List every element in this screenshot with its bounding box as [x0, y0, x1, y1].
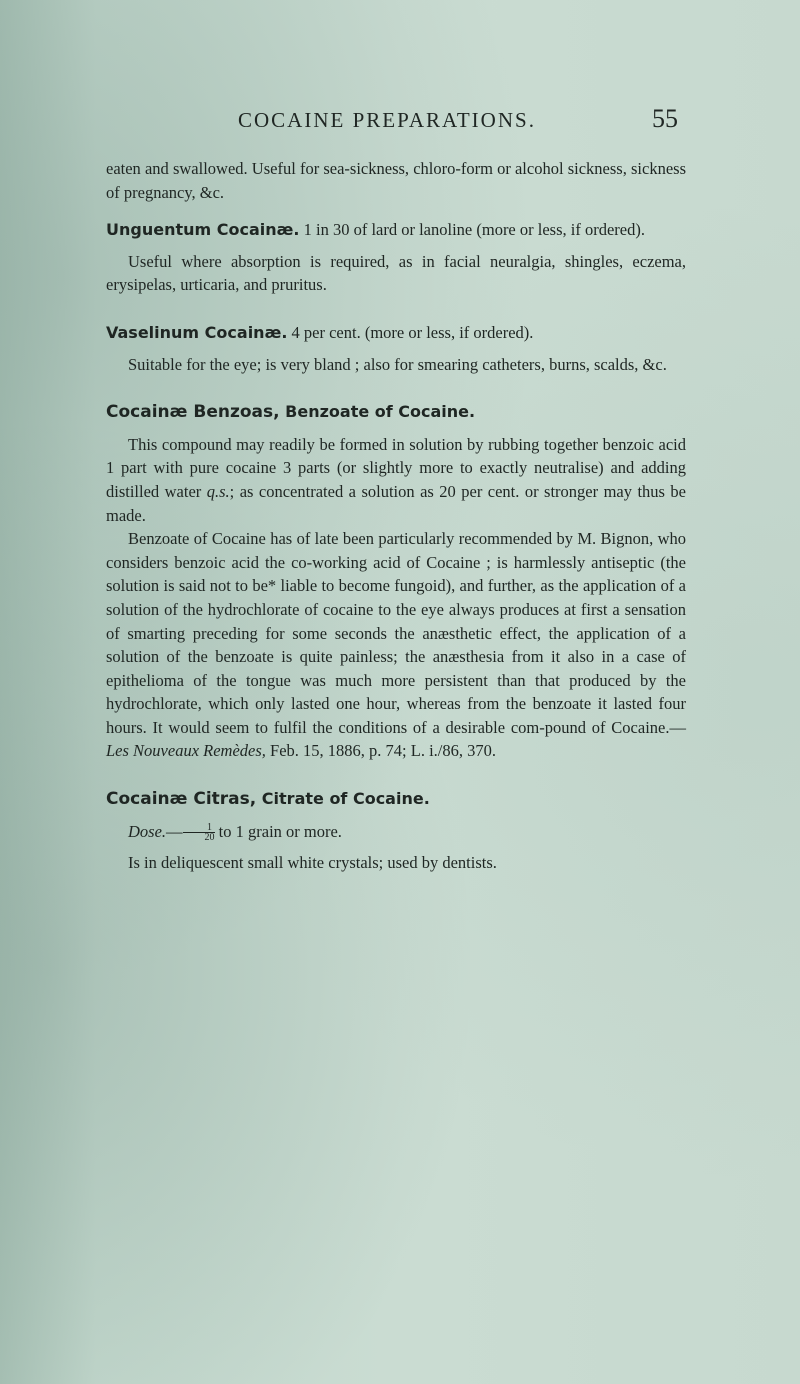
description-text: Benzoate of Cocaine has of late been particularly recommended by M. Bignon, who considers benzoic acid the co-working acid of Cocaine ; is harmlessly antiseptic (the solution is said not to be* liable to become fungoid), and further, as the application of a solution of the hydrochlorate of cocaine to the eye always produces at first a sensation of smarting preceding for some seconds the anæsthetic effect, the application of a solution of the benzoate is quite painless; the anæsthesia from it also in a case of epithelioma of the tongue was much more persistent than that produced by the hydrochlorate, which only lasted one hour, whereas from the benzoate it lasted four hours. It would seem to fulfil the conditions of a desirable com-pound of Cocaine.— [106, 529, 686, 737]
source-title: Les Nouveaux Remèdes, [106, 741, 266, 761]
quantum-sufficit: q.s. [206, 481, 230, 501]
preparation-text-end: ; as concentrated a solution as 20 per cent. or stronger may thus be made. [106, 481, 686, 525]
entry-formula: 1 in 30 of lard or lanoline (more or less, if ordered). [299, 220, 645, 240]
paragraph-continuation [106, 157, 686, 204]
entry-formula: 4 per cent. (more or less, if ordered). [287, 322, 534, 342]
running-head [238, 104, 678, 140]
dose-label: Dose. [128, 821, 167, 841]
usage-text: Suitable for the eye; is very bland ; also for smearing catheters, burns, scalds, &c. [128, 354, 667, 374]
page-number: 55 [652, 104, 678, 133]
source-citation: Feb. 15, 1886, p. 74; L. i./86, 370. [265, 741, 497, 761]
entry-benzoas-heading [106, 400, 686, 425]
entry-heading-english: Benzoate of Cocaine. [279, 402, 476, 422]
entry-heading-latin: Cocainæ Citras, [106, 789, 257, 810]
entry-heading-english: Citrate of Cocaine. [256, 789, 430, 809]
fraction-numerator: 1 [183, 823, 215, 833]
entry-unguentum [106, 218, 686, 242]
running-title: COCAINE PREPARATIONS. [238, 108, 536, 132]
description-text: Is in deliquescent small white crystals; used by dentists. [128, 853, 497, 873]
entry-usage [106, 353, 686, 377]
preparation-text: This compound may readily be formed in solution by rubbing together benzoic acid 1 part with pure cocaine 3 parts (or slightly more to exactly neutralise) and adding distilled water [106, 434, 686, 501]
citras-description [106, 851, 686, 875]
benzoas-description [106, 527, 686, 763]
entry-heading-latin: Cocainæ Benzoas, [106, 402, 280, 423]
dose-dash: — [166, 821, 183, 841]
dose-fraction [183, 823, 215, 842]
benzoas-preparation [106, 433, 686, 527]
fraction-denominator: 20 [204, 832, 215, 844]
usage-text: Useful where absorption is required, as in facial neuralgia, shingles, eczema, erysipelas, urticaria, and pruritus. [106, 251, 686, 295]
entry-heading: Vaselinum Cocainæ. [106, 322, 288, 342]
dose-text: to 1 grain or more. [214, 821, 342, 841]
citras-dose [106, 820, 686, 844]
body-text [106, 157, 686, 875]
paragraph-text: eaten and swallowed. Useful for sea-sickness, chloro-form or alcohol sickness, sickness of pregnancy, &c. [106, 159, 686, 202]
entry-usage [106, 250, 686, 297]
entry-heading: Unguentum Cocainæ. [106, 220, 300, 240]
entry-citras-heading [106, 787, 686, 812]
entry-vaselinum [106, 321, 686, 345]
